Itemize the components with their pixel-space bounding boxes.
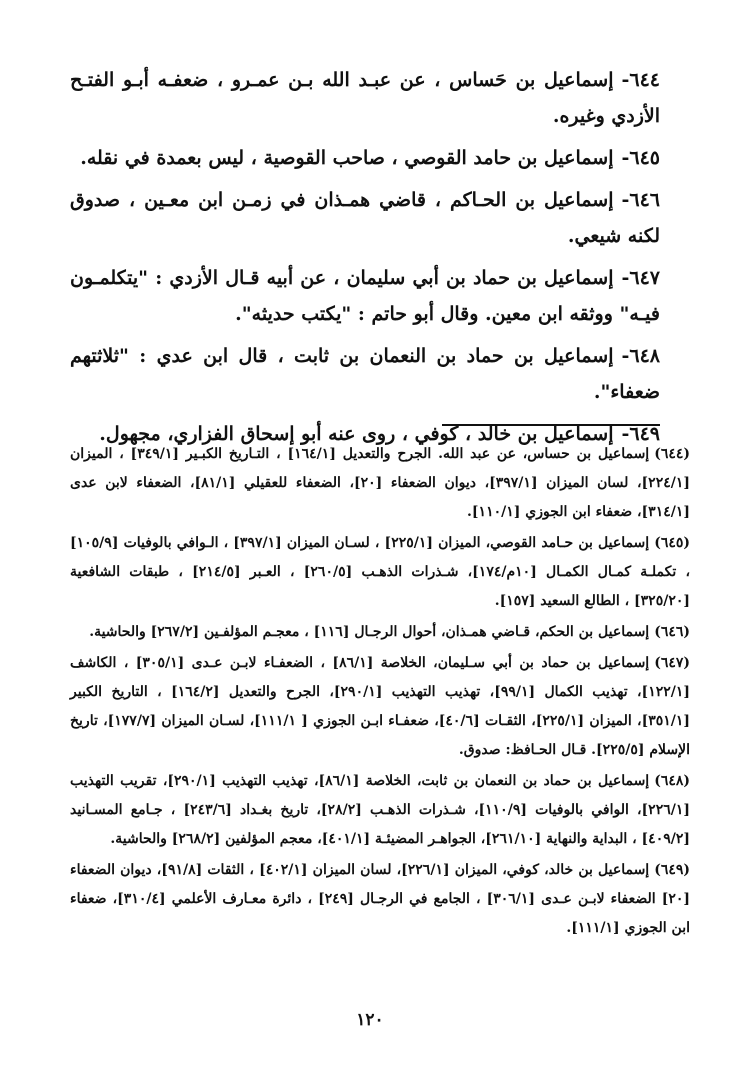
footnote-text: إسماعيل بن حـامد القوصي، الميزان [٢٢٥/١] ، لسـان الميزان [٣٩٧/١] ، الـوافي بالوفيات [١٠٥/٩] ، تكملـة كمـال الكمـال [١٠م/١٧٤]، شـذرات الذهـب [٢٦٠/٥] ، العـبر [٢١٤/٥] ، طبقات الشافعية [٣٢٥/٢٠] ، الطالع السعيد [١٥٧]. bbox=[70, 535, 691, 609]
footnotes-list bbox=[70, 440, 690, 945]
footnote-number: (٦٤٥) bbox=[654, 535, 690, 551]
footnote-number: (٦٤٧) bbox=[654, 655, 691, 671]
entry-text: إسماعيل بن الحـاكم ، قاضي همـذان في زمـن ابن معـين ، صدوق لكنه شيعي. bbox=[70, 189, 660, 247]
footnote-text: إسماعيل بن حماد بن النعمان بن ثابت، الخلاصة [٨٦/١]، تهذيب التهذيب [٢٩٠/١]، تقريب التهذيب [٢٢٦/١]، الوافي بالوفيات [١١٠/٩]، شـذرات الذهـب [٢٨/٢]، تاريخ بغـداد [٢٤٣/٦] ، جـامع المسـانيد [٤٠٩/٢] ، البداية والنهاية [٢٦١/١٠]، الجواهـر المضيئـة [٤٠١/١]، معجم المؤلفين [٢٦٨/٢] والحاشية. bbox=[70, 773, 690, 847]
entry-number: ٦٤٥- bbox=[621, 147, 660, 169]
entry-number: ٦٤٤- bbox=[621, 69, 660, 91]
footnote-text: إسماعيل بن حماد بن أبي سـليمان، الخلاصة [٨٦/١] ، الضعفـاء لابـن عـدى [٣٠٥/١] ، الكاشف [١٢٢/١]، تهذيب الكمال [٩٩/١]، تهذيب التهذيب [٢٩٠/١]، الجرح والتعديل [١٦٤/٢] ، التاريخ الكبير [٣٥١/١]، الميزان [٢٢٥/١]، الثقـات [٤٠/٦]، ضعفـاء ابـن الجوزي [ ١١١/١]، لسـان الميزان [١٧٧/٧]، تاريخ الإسلام [٢٢٥/٥]. قـال الحـافظ: صدوق. bbox=[70, 655, 691, 758]
footnote-text: إسماعيل بن خالد، كوفي، الميزان [٢٢٦/١]، لسان الميزان [٤٠٢/١] ، الثقات [٩١/٨]، ديوان الضعفاء [٢٠] الضعفاء لابـن عـدى [٣٠٦/١] ، الجامع في الرجـال [٢٤٩] ، دائرة معـارف الأعلمي [٣١٠/٤]، ضعفاء ابن الجوزي [١١١/١]. bbox=[70, 862, 690, 936]
entry-645 bbox=[70, 140, 660, 176]
footnote-text: إسماعيل بن الحكم، قـاضي همـذان، أحوال الرجـال [١١٦] ، معجـم المؤلفـين [٢٦٧/٢] والحاشية. bbox=[89, 624, 650, 640]
entry-text: إسماعيل بن حَساس ، عن عبـد الله بـن عمـرو ، ضعفـه أبـو الفتـح الأزدي وغيره. bbox=[70, 69, 660, 127]
entry-number: ٦٤٩- bbox=[621, 423, 660, 445]
footnote-648 bbox=[70, 767, 690, 854]
footnote-645 bbox=[70, 529, 690, 616]
entry-number: ٦٤٨- bbox=[621, 345, 660, 367]
footnote-text: إسماعيل بن حساس، عن عبد الله. الجرح والتعديل [١٦٤/١] ، التـاريخ الكبـير [٣٤٩/١] ، الميزان [٢٢٤/١]، لسان الميزان [٣٩٧/١]، ديوان الضعفاء [٢٠]، الضعفاء للعقيلي [٨١/١]، الضعفاء لابن عدى [٣١٤/١]، ضعفاء ابن الجوزي [١١٠/١]. bbox=[70, 446, 690, 520]
entry-646 bbox=[70, 182, 660, 254]
entry-644 bbox=[70, 62, 660, 134]
entries-list bbox=[70, 62, 660, 458]
footnote-number: (٦٤٨) bbox=[654, 773, 690, 789]
footnote-divider bbox=[442, 424, 660, 426]
entry-text: إسماعيل بن حماد بن النعمان بن ثابت ، قال ابن عدي : "ثلاثتهم ضعفاء". bbox=[70, 345, 660, 403]
entry-number: ٦٤٧- bbox=[621, 267, 660, 289]
footnote-number: (٦٤٦) bbox=[654, 624, 690, 640]
page-number: ١٢٠ bbox=[356, 1010, 384, 1030]
footnote-number: (٦٤٤) bbox=[654, 446, 690, 462]
footnote-649 bbox=[70, 856, 690, 943]
entry-text: إسماعيل بن خالد ، كوفي ، روى عنه أبو إسحاق الفزاري، مجهول. bbox=[99, 423, 614, 445]
footnote-644 bbox=[70, 440, 690, 527]
footnote-number: (٦٤٩) bbox=[654, 862, 691, 878]
entry-text: إسماعيل بن حامد القوصي ، صاحب القوصية ، ليس بعمدة في نقله. bbox=[80, 147, 614, 169]
footnote-647 bbox=[70, 649, 690, 765]
footnote-646 bbox=[70, 618, 690, 647]
entry-text: إسماعيل بن حماد بن أبي سليمان ، عن أبيه قـال الأزدي : "يتكلمـون فيـه" ووثقه ابن معين. وقال أبو حاتم : "يكتب حديثه". bbox=[70, 267, 660, 325]
entry-number: ٦٤٦- bbox=[621, 189, 660, 211]
entry-647 bbox=[70, 260, 660, 332]
entry-648 bbox=[70, 338, 660, 410]
